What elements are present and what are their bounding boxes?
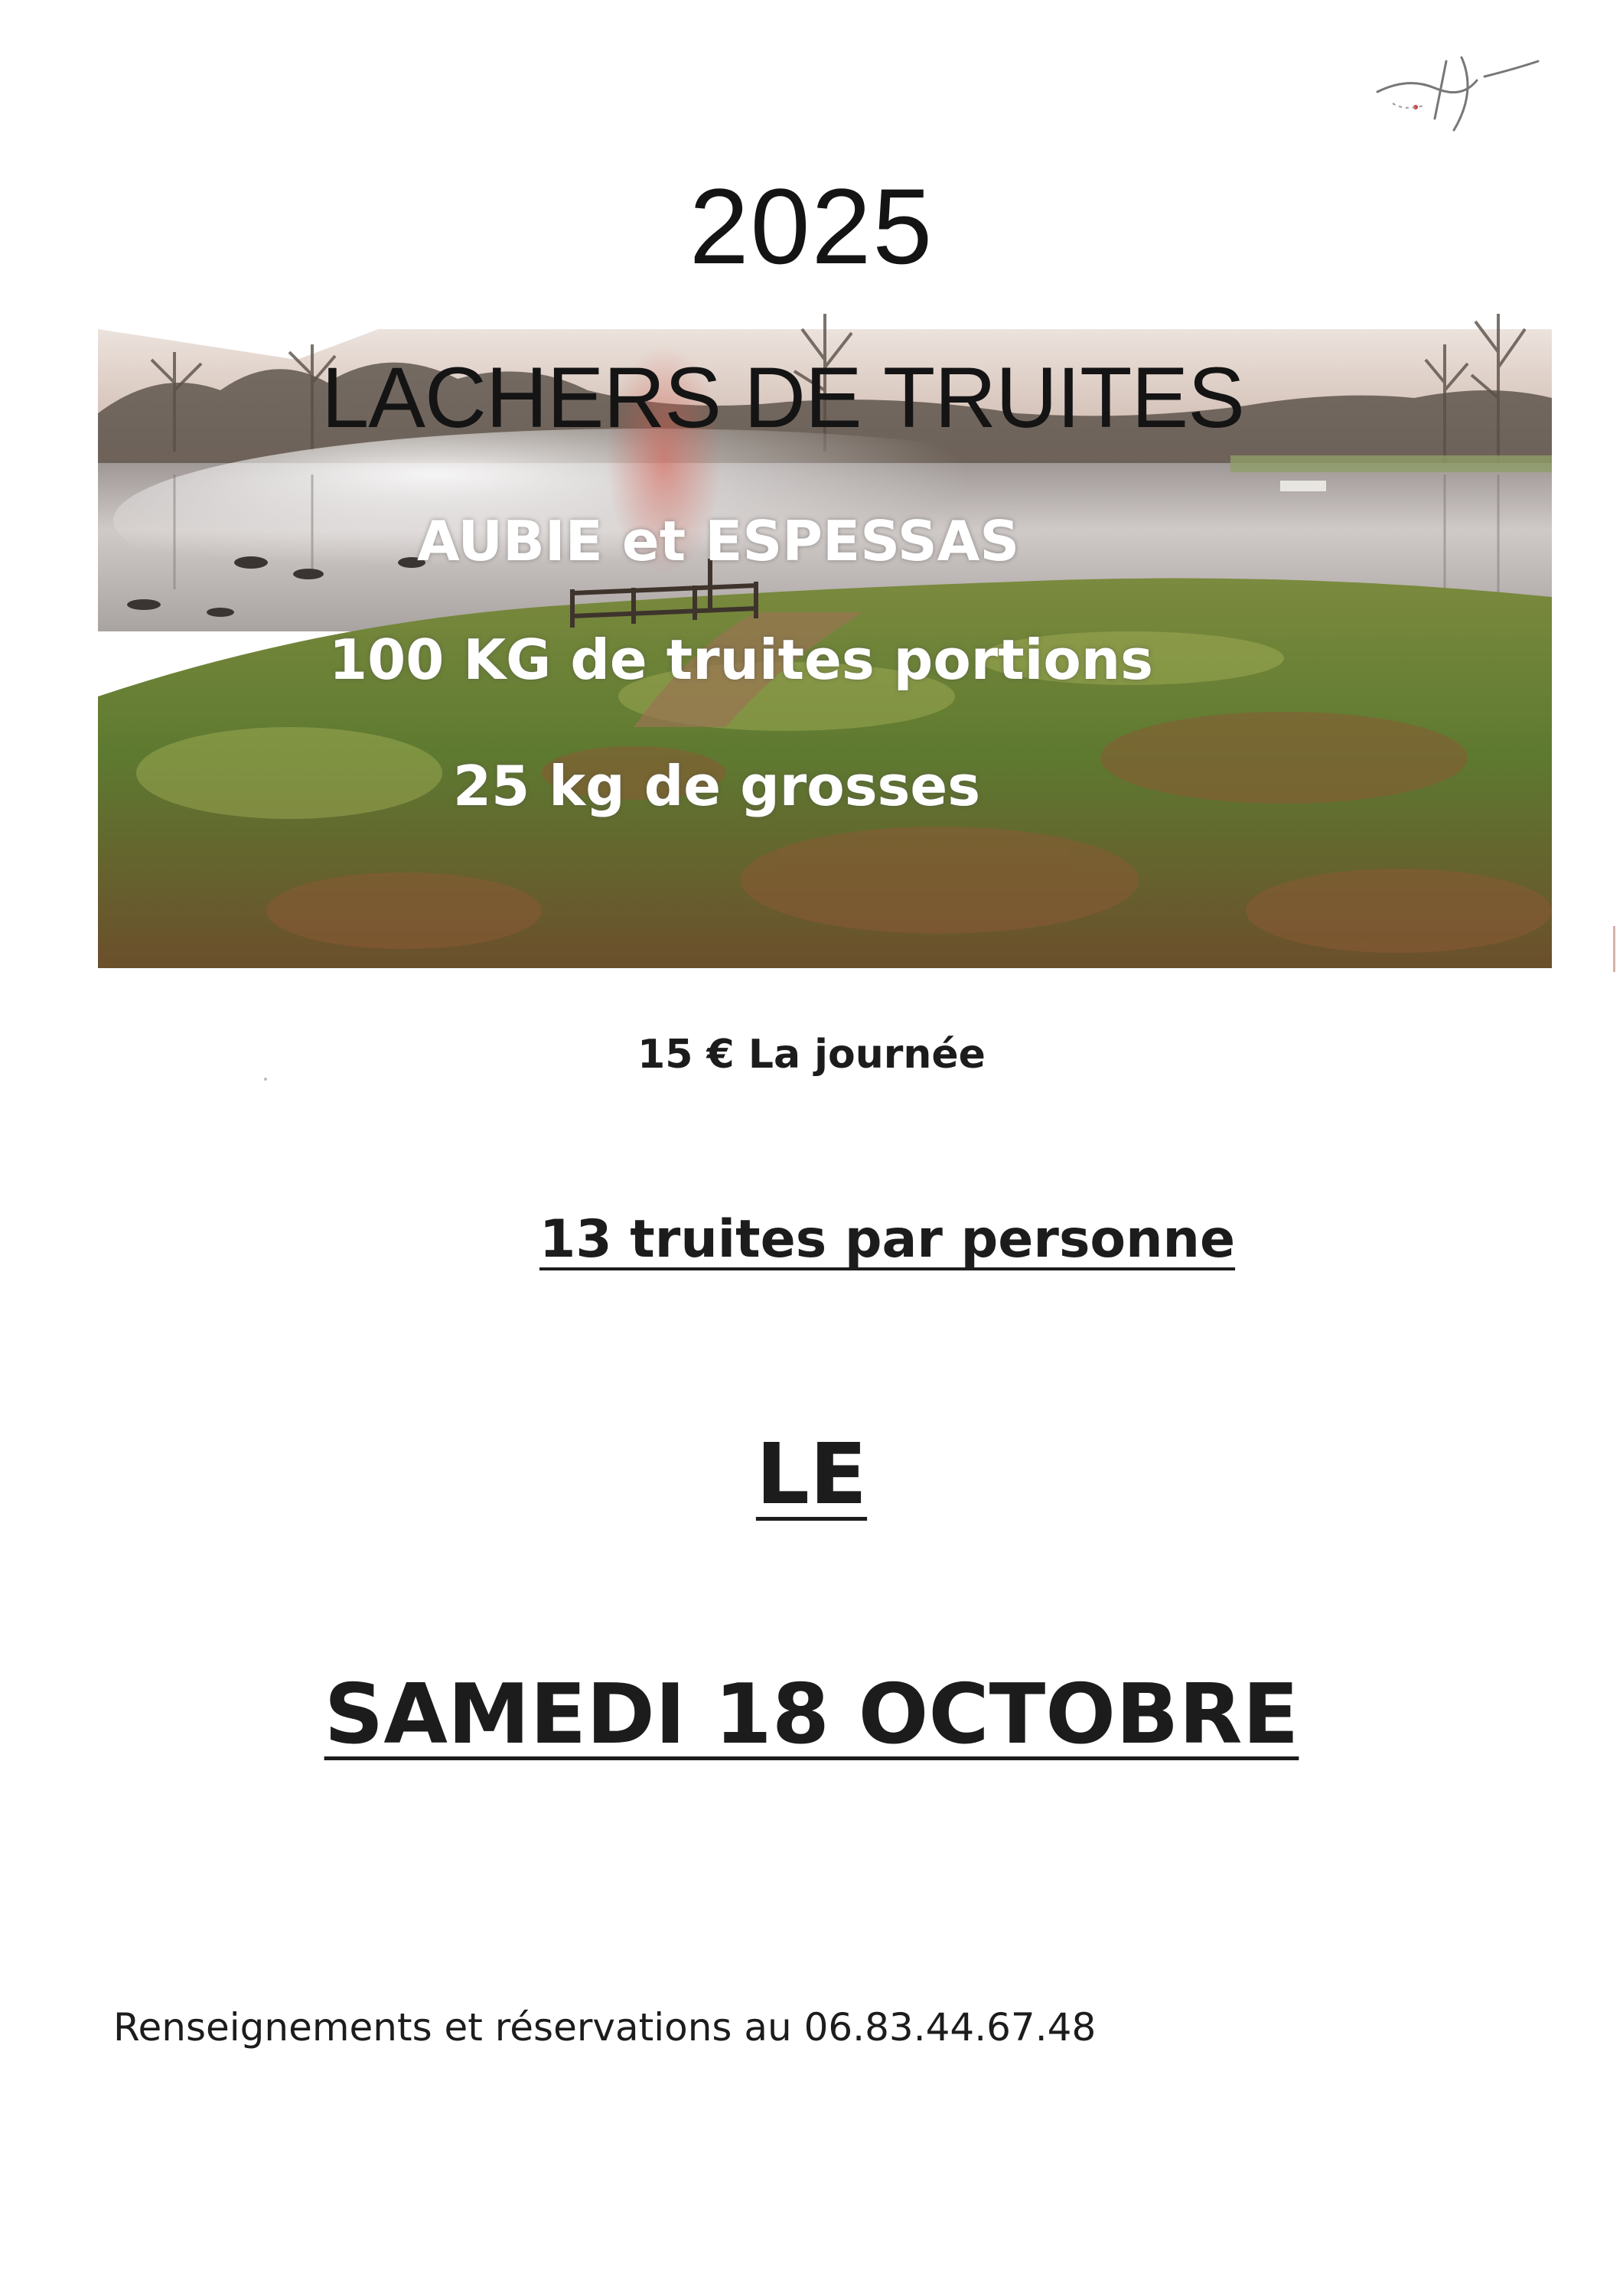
scan-speck [264,1078,267,1081]
flyer-price: 15 € La journée [637,1032,986,1078]
scan-edge-mark [1613,926,1615,972]
flyer-place: AUBIE et ESPESSAS [417,509,1020,573]
flyer-year: 2025 [689,166,934,286]
flyer-le-text: LE [755,1425,868,1523]
flyer-quantity-large: 25 kg de grosses [453,754,981,818]
pen-scribble-mark [1362,46,1546,145]
flyer-catch-limit: 13 truites par personne [539,1209,1236,1270]
flyer-le [0,1425,1623,1523]
flyer-quantity-portions: 100 KG de truites portions [329,628,1153,692]
flyer-date-text: SAMEDI 18 OCTOBRE [324,1667,1299,1763]
flyer-headline: LACHERS DE TRUITES [321,350,1244,445]
flyer-contact: Renseignements et réservations au 06.83.44.67.48 [113,2005,1097,2050]
flyer-date [0,1667,1623,1763]
